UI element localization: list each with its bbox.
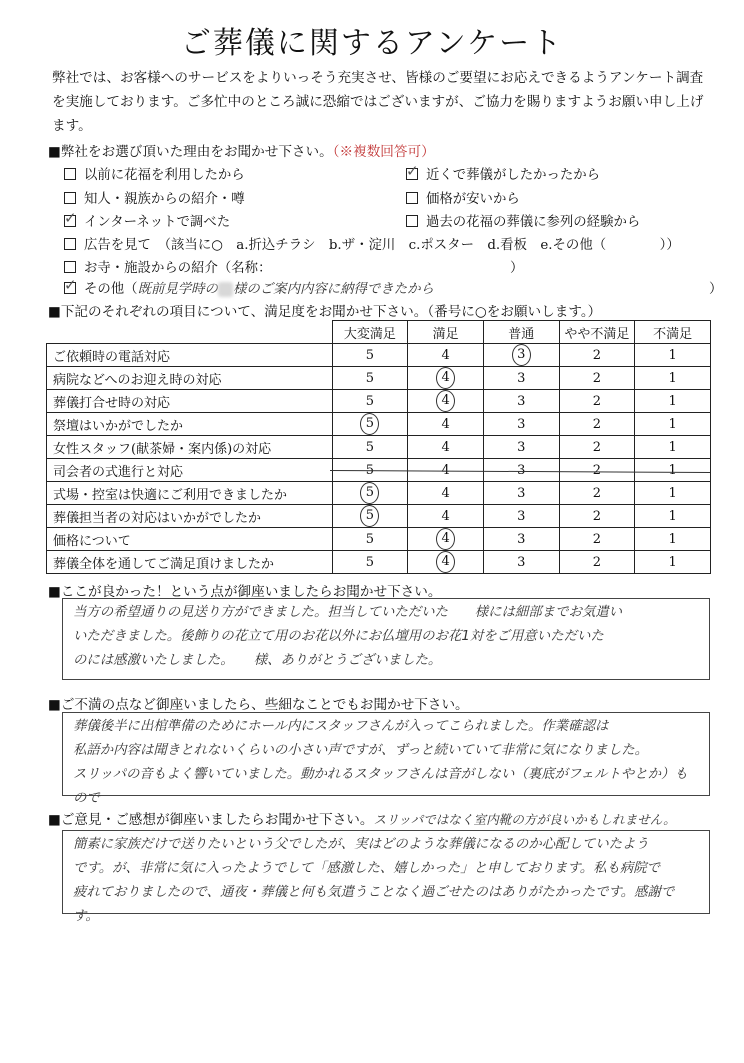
question-label: 価格について bbox=[47, 528, 333, 551]
score-value: 1 bbox=[668, 508, 677, 524]
option-label: インターネットで調べた bbox=[84, 215, 231, 230]
column-header: やや不満足 bbox=[559, 321, 635, 344]
score-value: 5 bbox=[365, 393, 375, 409]
score-value: 3 bbox=[517, 485, 526, 501]
q5-answer-box[interactable] bbox=[62, 830, 710, 924]
score-value: 5 bbox=[365, 439, 375, 455]
score-value: 2 bbox=[592, 416, 602, 432]
score-cell[interactable] bbox=[408, 390, 484, 413]
q1-option-price[interactable] bbox=[406, 188, 520, 207]
score-cell[interactable] bbox=[483, 436, 559, 459]
score-cell[interactable] bbox=[559, 482, 635, 505]
score-value: 3 bbox=[517, 439, 526, 455]
question-label: 葬儀打合せ時の対応 bbox=[47, 390, 333, 413]
circled-score: 5 bbox=[360, 505, 379, 527]
score-cell[interactable] bbox=[408, 505, 484, 528]
checkbox-checked[interactable] bbox=[64, 209, 77, 227]
option-label: その他（ bbox=[84, 282, 138, 297]
answer-line: 葬儀後半に出棺準備のためにホール内にスタッフさんが入ってこられました。作業確認は bbox=[73, 719, 609, 734]
score-cell[interactable] bbox=[332, 482, 408, 505]
q5-heading bbox=[48, 808, 708, 828]
score-cell[interactable] bbox=[635, 436, 711, 459]
score-value: 1 bbox=[668, 416, 677, 432]
checkbox[interactable] bbox=[64, 168, 76, 180]
q1-option-past-attendance[interactable] bbox=[406, 211, 640, 230]
answer-line: スリッパの音もよく響いていました。動かれるスタッフさんは音がしない（裏底がフェルトやとか）もので bbox=[73, 767, 688, 806]
q1-option-nearby[interactable] bbox=[406, 164, 600, 183]
score-cell[interactable] bbox=[332, 390, 408, 413]
score-cell[interactable] bbox=[483, 551, 559, 574]
answer-line: 疲れておりましたので、通夜・葬儀と何も気遣うことなく過ごせたのはありがたかったです。感謝です。 bbox=[73, 885, 675, 924]
circled-score: 4 bbox=[436, 367, 455, 389]
question-label: 女性スタッフ(献茶婦・案内係)の対応 bbox=[47, 436, 333, 459]
handwritten-answer: 既前見学時の bbox=[137, 282, 218, 297]
handwritten-answer-cont: 様のご案内内容に納得できたから bbox=[233, 282, 434, 297]
score-value: 1 bbox=[668, 439, 677, 455]
option-label: 以前に花福を利用したから bbox=[84, 168, 245, 183]
score-cell[interactable] bbox=[635, 459, 711, 482]
score-cell[interactable] bbox=[483, 528, 559, 551]
score-value: 2 bbox=[592, 393, 602, 409]
table-row bbox=[47, 390, 711, 413]
score-cell[interactable] bbox=[408, 482, 484, 505]
q1-option-advertisement[interactable] bbox=[64, 234, 680, 253]
q1-multi-answer-note: （※複数回答可） bbox=[332, 144, 435, 160]
table-header-row bbox=[47, 321, 711, 344]
score-cell[interactable] bbox=[332, 528, 408, 551]
table-row bbox=[47, 505, 711, 528]
q5-handwritten-note: スリッパではなく室内靴の方が良いかもしれません。 bbox=[373, 812, 676, 827]
score-value: 4 bbox=[441, 439, 450, 455]
question-label: 葬儀担当者の対応はいかがでしたか bbox=[47, 505, 333, 528]
score-value: 1 bbox=[668, 462, 677, 478]
score-cell[interactable] bbox=[559, 459, 635, 482]
score-value: 2 bbox=[592, 508, 602, 524]
option-label: 広告を見て （該当に○ a.折込チラシ b.ザ・淀川 c.ポスター d.看板 e.その他（ ）） bbox=[84, 238, 680, 253]
score-value: 2 bbox=[592, 554, 602, 570]
score-value: 4 bbox=[441, 347, 450, 363]
score-value: 1 bbox=[668, 531, 677, 547]
score-cell[interactable] bbox=[635, 505, 711, 528]
option-label: 知人・親族からの紹介・噂 bbox=[84, 192, 245, 207]
score-cell[interactable] bbox=[635, 413, 711, 436]
score-value: 2 bbox=[592, 370, 602, 386]
score-cell[interactable] bbox=[483, 482, 559, 505]
score-cell[interactable] bbox=[635, 390, 711, 413]
redacted-name bbox=[218, 282, 233, 297]
score-cell[interactable] bbox=[559, 551, 635, 574]
q1-heading bbox=[48, 140, 708, 160]
answer-line: 簡素に家族だけで送りたいという父でしたが、実はどのような葬儀になるのか心配していたよう bbox=[73, 837, 649, 852]
checkbox-checked[interactable] bbox=[406, 162, 419, 180]
q3-answer-box[interactable] bbox=[62, 598, 710, 680]
circled-score: 4 bbox=[436, 528, 455, 550]
score-cell[interactable] bbox=[483, 505, 559, 528]
circled-score: 3 bbox=[512, 344, 531, 366]
q2-heading: ■下記のそれぞれの項目について、満足度をお聞かせ下さい。（番号に○をお願いします。） bbox=[48, 304, 602, 320]
q4-heading: ■ご不満の点など御座いましたら、些細なことでもお聞かせ下さい。 bbox=[48, 697, 469, 713]
score-cell[interactable] bbox=[483, 413, 559, 436]
score-cell[interactable] bbox=[635, 344, 711, 367]
table-row bbox=[47, 528, 711, 551]
satisfaction-table bbox=[46, 320, 711, 574]
checkbox[interactable] bbox=[64, 238, 76, 250]
column-header: 普通 bbox=[483, 321, 559, 344]
score-cell[interactable] bbox=[559, 528, 635, 551]
option-label: お寺・施設からの紹介（名称： bbox=[84, 261, 272, 276]
q1-option-previous-use[interactable] bbox=[64, 164, 245, 183]
score-cell[interactable] bbox=[332, 367, 408, 390]
column-header: 不満足 bbox=[635, 321, 711, 344]
column-header: 満足 bbox=[408, 321, 484, 344]
table-corner bbox=[47, 321, 333, 344]
score-value: 3 bbox=[517, 508, 526, 524]
score-value: 2 bbox=[592, 347, 602, 363]
question-label: 司会者の式進行と対応 bbox=[47, 459, 333, 482]
option-label: 価格が安いから bbox=[426, 192, 520, 207]
score-value: 1 bbox=[668, 347, 677, 363]
score-cell[interactable] bbox=[332, 436, 408, 459]
column-header: 大変満足 bbox=[332, 321, 408, 344]
answer-line: のには感激いたしました。 様、ありがとうございました。 bbox=[73, 653, 442, 668]
checkbox[interactable] bbox=[64, 261, 76, 273]
option-label: 過去の花福の葬儀に参列の経験から bbox=[426, 215, 641, 230]
q1-option-internet[interactable] bbox=[64, 211, 230, 230]
score-value: 3 bbox=[517, 554, 526, 570]
q1-option-temple-facility[interactable] bbox=[64, 257, 524, 276]
score-value: 5 bbox=[365, 347, 375, 363]
question-label: 病院などへのお迎え時の対応 bbox=[47, 367, 333, 390]
score-cell[interactable] bbox=[408, 528, 484, 551]
score-cell[interactable] bbox=[559, 367, 635, 390]
score-value: 4 bbox=[441, 508, 450, 524]
circled-score: 4 bbox=[436, 390, 455, 412]
score-value: 3 bbox=[517, 393, 526, 409]
score-cell[interactable] bbox=[635, 482, 711, 505]
score-value: 5 bbox=[365, 531, 375, 547]
score-value: 1 bbox=[668, 485, 677, 501]
score-value: 4 bbox=[441, 416, 450, 432]
score-value: 1 bbox=[668, 554, 677, 570]
score-cell[interactable] bbox=[408, 367, 484, 390]
score-value: 5 bbox=[365, 554, 375, 570]
score-cell[interactable] bbox=[332, 344, 408, 367]
score-cell[interactable] bbox=[483, 344, 559, 367]
score-cell[interactable] bbox=[408, 551, 484, 574]
check-mark-icon: ✓ bbox=[64, 276, 77, 294]
q4-answer-box[interactable] bbox=[62, 712, 710, 806]
checkbox[interactable] bbox=[406, 215, 418, 227]
score-value: 5 bbox=[365, 462, 375, 478]
score-value: 4 bbox=[441, 462, 450, 478]
score-value: 3 bbox=[517, 462, 526, 478]
score-value: 2 bbox=[592, 485, 602, 501]
option-suffix: ） bbox=[709, 282, 723, 297]
score-cell[interactable] bbox=[559, 436, 635, 459]
score-cell[interactable] bbox=[408, 413, 484, 436]
score-cell[interactable] bbox=[635, 551, 711, 574]
q1-option-other[interactable] bbox=[64, 278, 724, 297]
answer-line: 当方の希望通りの見送り方ができました。担当していただいた 様には細部までお気遣い bbox=[73, 605, 623, 620]
table-row bbox=[47, 436, 711, 459]
question-label: 祭壇はいかがでしたか bbox=[47, 413, 333, 436]
score-cell[interactable] bbox=[332, 505, 408, 528]
check-mark-icon: ✓ bbox=[64, 209, 77, 227]
q1-option-referral[interactable] bbox=[64, 188, 245, 207]
score-cell[interactable] bbox=[559, 344, 635, 367]
score-value: 3 bbox=[517, 370, 526, 386]
check-mark-icon: ✓ bbox=[406, 162, 419, 180]
score-cell[interactable] bbox=[408, 344, 484, 367]
score-value: 1 bbox=[668, 393, 677, 409]
answer-line: です。が、非常に気に入ったようでして「感激した、嬉しかった」と申しております。私も病院で bbox=[73, 861, 661, 876]
score-cell[interactable] bbox=[332, 551, 408, 574]
circled-score: 4 bbox=[436, 551, 455, 573]
question-label: ご依頼時の電話対応 bbox=[47, 344, 333, 367]
circled-score: 5 bbox=[360, 482, 379, 504]
score-cell[interactable] bbox=[483, 367, 559, 390]
score-value: 4 bbox=[441, 485, 450, 501]
table-row bbox=[47, 551, 711, 574]
score-value: 3 bbox=[517, 531, 526, 547]
score-cell[interactable] bbox=[332, 413, 408, 436]
score-cell[interactable] bbox=[559, 390, 635, 413]
score-value: 1 bbox=[668, 370, 677, 386]
intro-text: 弊社では、お客様へのサービスをよりいっそう充実させ、皆様のご要望にお応えできるようアンケート調査を実施しております。ご多忙中のところ誠に恐縮ではございますが、ご協力を賜りますようお願い申し上げます。 bbox=[52, 70, 704, 134]
answer-line: 私語か内容は聞きとれないくらいの小さい声ですが、ずっと続いていて非常に気になりました。 bbox=[73, 743, 648, 758]
score-cell[interactable] bbox=[559, 413, 635, 436]
score-cell[interactable] bbox=[483, 390, 559, 413]
option-label: 近くで葬儀がしたかったから bbox=[426, 168, 601, 183]
q5-heading-text: ■ご意見・ご感想が御座いましたらお聞かせ下さい。 bbox=[48, 812, 374, 828]
q1-heading-text: ■弊社をお選び頂いた理由をお聞かせ下さい。 bbox=[48, 144, 333, 160]
question-label: 葬儀全体を通してご満足頂けましたか bbox=[47, 551, 333, 574]
checkbox[interactable] bbox=[406, 192, 418, 204]
table-row bbox=[47, 413, 711, 436]
score-value: 3 bbox=[517, 416, 526, 432]
score-value: 2 bbox=[592, 531, 602, 547]
answer-line: いただきました。後飾りの花立て用のお花以外にお仏壇用のお花1対をご用意いただいた bbox=[73, 629, 604, 644]
score-cell[interactable] bbox=[635, 528, 711, 551]
option-suffix: ） bbox=[510, 261, 524, 276]
question-label: 式場・控室は快適にご利用できましたか bbox=[47, 482, 333, 505]
score-value: 5 bbox=[365, 370, 375, 386]
table-row bbox=[47, 482, 711, 505]
table-row bbox=[47, 344, 711, 367]
score-cell[interactable] bbox=[408, 436, 484, 459]
score-cell[interactable] bbox=[635, 367, 711, 390]
checkbox[interactable] bbox=[64, 192, 76, 204]
checkbox-checked[interactable] bbox=[64, 276, 77, 294]
score-value: 2 bbox=[592, 439, 602, 455]
page-title: ご葬儀に関するアンケート bbox=[180, 26, 564, 61]
score-cell[interactable] bbox=[559, 505, 635, 528]
q3-heading: ■ここが良かった！という点が御座いましたらお聞かせ下さい。 bbox=[48, 584, 442, 600]
table-row bbox=[47, 367, 711, 390]
circled-score: 5 bbox=[360, 413, 379, 435]
score-value: 2 bbox=[592, 462, 602, 478]
